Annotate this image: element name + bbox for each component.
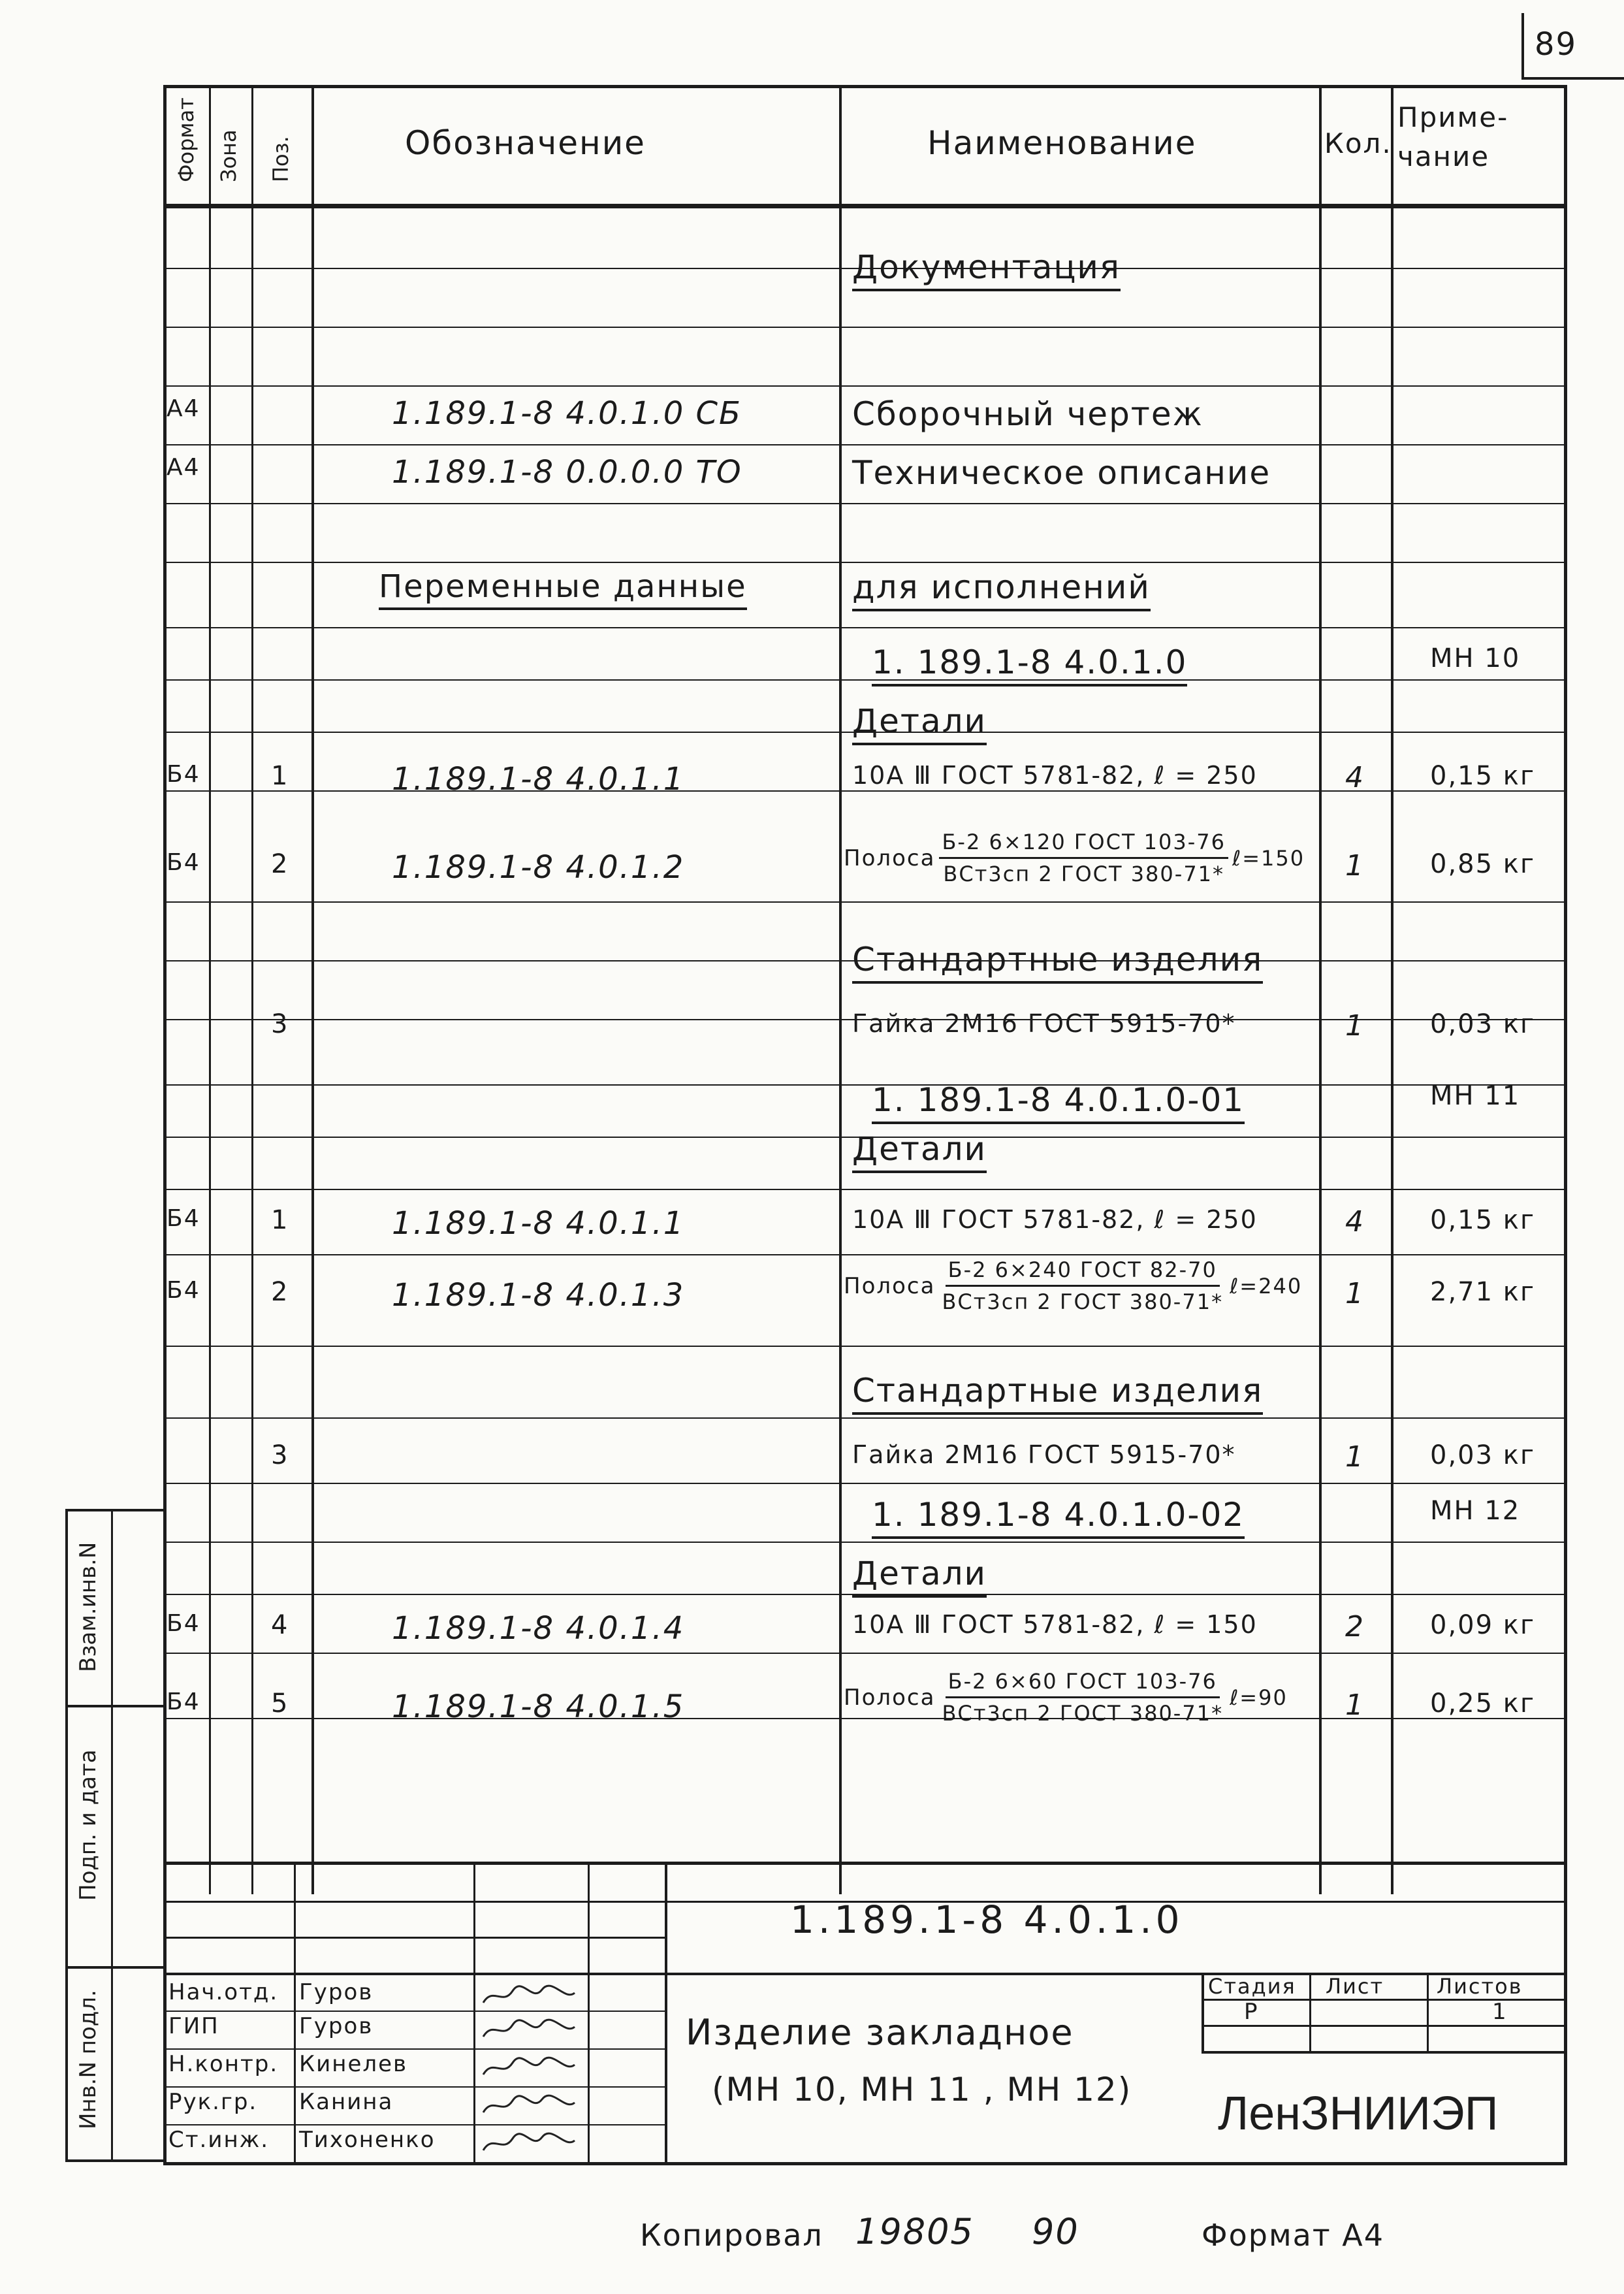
row-format: Б4: [167, 1205, 200, 1232]
copied-label: Копировал: [640, 2218, 823, 2253]
row-line: [163, 503, 1567, 504]
row-qty: 1: [1345, 1440, 1365, 1474]
header-qty: Кол.: [1324, 127, 1392, 159]
header-designation: Обозначение: [405, 124, 646, 162]
row-designation: 1.189.1-8 4.0.1.1: [392, 1205, 685, 1242]
row-designation: Переменные данные: [379, 568, 747, 610]
row-name: 10А Ⅲ ГОСТ 5781-82, ℓ = 250: [852, 1205, 1258, 1234]
signer-role: Н.контр.: [168, 2051, 279, 2077]
sheets-value: 1: [1492, 1999, 1508, 2025]
stage-label: Стадия: [1208, 1974, 1296, 1999]
row-line: [163, 1084, 1567, 1086]
row-line: [163, 679, 1567, 681]
row-line: [163, 1346, 1567, 1347]
signer-name: Гуров: [299, 1979, 374, 2005]
row-designation: 1.189.1-8 4.0.1.4: [392, 1610, 685, 1647]
row-pos: 2: [271, 849, 289, 879]
header-format: Формат: [174, 97, 199, 182]
strip-length: ℓ=90: [1230, 1685, 1288, 1710]
row-qty: 4: [1345, 1205, 1365, 1238]
row-format: А4: [167, 454, 200, 481]
strip-spec-numerator: Б-2 6×60 ГОСТ 103-76: [946, 1669, 1220, 1698]
row-note: 0,15 кг: [1430, 761, 1535, 791]
row-pos: 3: [271, 1009, 289, 1039]
row-designation: 1.189.1-8 4.0.1.5: [392, 1688, 685, 1725]
row-pos: 4: [271, 1610, 289, 1640]
strip-label: Полоса: [844, 1684, 936, 1711]
row-line: [163, 901, 1567, 903]
row-name: 1. 189.1-8 4.0.1.0: [872, 643, 1187, 687]
row-pos: 1: [271, 1205, 289, 1235]
row-name: Стандартные изделия: [852, 941, 1263, 984]
strip-spec: [939, 830, 1228, 886]
signer-role: Рук.гр.: [168, 2089, 258, 2115]
row-designation: 1.189.1-8 0.0.0.0 ТО: [392, 454, 742, 491]
signer-role: Нач.отд.: [168, 1979, 279, 2005]
copied-num: 19805: [855, 2211, 974, 2252]
signature-scribble: [480, 2055, 578, 2081]
header-pos: Поз.: [268, 136, 293, 182]
row-pos: 1: [271, 761, 289, 791]
row-line: [163, 1483, 1567, 1484]
row-qty: 1: [1345, 849, 1365, 882]
strip-spec-numerator: Б-2 6×240 ГОСТ 82-70: [946, 1257, 1220, 1287]
side-podp-data: Подп. и дата: [75, 1749, 101, 1901]
row-designation: 1.189.1-8 4.0.1.1: [392, 761, 685, 798]
row-name: 1. 189.1-8 4.0.1.0-02: [872, 1496, 1245, 1539]
row-name: 1. 189.1-8 4.0.1.0-01: [872, 1081, 1245, 1124]
row-format: Б4: [167, 1610, 200, 1637]
strip-spec: [939, 1257, 1226, 1314]
strip-spec-numerator: Б-2 6×120 ГОСТ 103-76: [939, 830, 1228, 859]
title-line2: (МН 10, МН 11 , МН 12): [712, 2071, 1132, 2108]
row-line: [163, 1417, 1567, 1419]
row-line: [163, 444, 1567, 445]
sheet-label: Лист: [1326, 1974, 1384, 1999]
side-inv-podl: Инв.N подл.: [75, 1990, 101, 2129]
row-qty: 1: [1345, 1688, 1365, 1722]
signature-scribble: [480, 1983, 578, 2009]
signer-role: ГИП: [168, 2013, 219, 2039]
row-qty: 2: [1345, 1610, 1365, 1643]
copied-num2: 90: [1032, 2211, 1079, 2252]
row-name: 10А Ⅲ ГОСТ 5781-82, ℓ = 250: [852, 761, 1258, 790]
row-name: Гайка 2М16 ГОСТ 5915-70*: [852, 1009, 1236, 1038]
row-note: МН 10: [1430, 643, 1521, 673]
row-line: [163, 627, 1567, 628]
signature-scribble: [480, 2017, 578, 2043]
row-line: [163, 1542, 1567, 1543]
row-name: Стандартные изделия: [852, 1372, 1263, 1415]
row-name: Сборочный чертеж: [852, 395, 1203, 433]
header-zone: Зона: [216, 129, 241, 182]
strip-spec-denominator: ВСт3сп 2 ГОСТ 380-71*: [942, 1289, 1224, 1314]
row-qty: 4: [1345, 761, 1365, 794]
org-logo: ЛенЗНИИЭП: [1218, 2088, 1499, 2140]
row-note: 0,25 кг: [1430, 1688, 1535, 1719]
page-number: 89: [1535, 26, 1578, 63]
row-qty: 1: [1345, 1277, 1365, 1310]
row-name-fraction: [844, 1257, 1302, 1314]
header-name: Наименование: [927, 124, 1197, 162]
row-line: [163, 385, 1567, 387]
row-designation: 1.189.1-8 4.0.1.3: [392, 1277, 685, 1314]
signer-name: Тихоненко: [299, 2127, 436, 2153]
stage-value: Р: [1244, 1999, 1259, 2025]
row-note: 0,03 кг: [1430, 1009, 1535, 1039]
row-line: [163, 562, 1567, 563]
row-name: Детали: [852, 1555, 987, 1598]
strip-spec: [939, 1669, 1226, 1726]
row-note: МН 12: [1430, 1496, 1521, 1526]
strip-length: ℓ=240: [1230, 1273, 1303, 1299]
signer-name: Канина: [299, 2089, 394, 2115]
row-format: Б4: [167, 1688, 200, 1715]
side-vzam-inv: Взам.инв.N: [75, 1542, 101, 1672]
strip-spec-denominator: ВСт3сп 2 ГОСТ 380-71*: [943, 862, 1225, 886]
row-note: 0,03 кг: [1430, 1440, 1535, 1470]
row-designation: 1.189.1-8 4.0.1.2: [392, 849, 685, 886]
row-format: Б4: [167, 1277, 200, 1304]
signer-name: Кинелев: [299, 2051, 408, 2077]
row-line: [163, 1189, 1567, 1190]
signature-scribble: [480, 2131, 578, 2157]
row-name: Техническое описание: [852, 454, 1271, 492]
signer-role: Ст.инж.: [168, 2127, 270, 2153]
row-note: 0,15 кг: [1430, 1205, 1535, 1235]
row-format: Б4: [167, 849, 200, 876]
strip-label: Полоса: [844, 1272, 936, 1299]
signer-name: Гуров: [299, 2013, 374, 2039]
row-name: 10А Ⅲ ГОСТ 5781-82, ℓ = 150: [852, 1610, 1258, 1639]
row-pos: 3: [271, 1440, 289, 1470]
row-pos: 2: [271, 1277, 289, 1307]
row-name: Документация: [852, 248, 1121, 291]
title-line1: Изделие закладное: [686, 2012, 1074, 2053]
row-line: [163, 327, 1567, 328]
row-name-fraction: [844, 1669, 1288, 1726]
row-note: 0,09 кг: [1430, 1610, 1535, 1640]
row-name: Детали: [852, 702, 987, 745]
row-note: 2,71 кг: [1430, 1277, 1535, 1307]
row-name: Детали: [852, 1130, 987, 1173]
row-line: [163, 207, 1567, 208]
signature-scribble: [480, 2093, 578, 2119]
row-note: МН 11: [1430, 1081, 1521, 1111]
row-pos: 5: [271, 1688, 289, 1719]
sheets-label: Листов: [1437, 1974, 1523, 1999]
strip-spec-denominator: ВСт3сп 2 ГОСТ 380-71*: [942, 1701, 1224, 1726]
row-format: А4: [167, 395, 200, 422]
strip-length: ℓ=150: [1232, 845, 1305, 871]
row-qty: 1: [1345, 1009, 1365, 1042]
row-name-fraction: [844, 830, 1305, 886]
row-line: [163, 1653, 1567, 1654]
header-note: Приме- чание: [1397, 101, 1509, 172]
row-line: [163, 1254, 1567, 1255]
row-format: Б4: [167, 761, 200, 788]
doc-code: 1.189.1-8 4.0.1.0: [790, 1898, 1184, 1942]
strip-label: Полоса: [844, 845, 936, 871]
row-note: 0,85 кг: [1430, 849, 1535, 879]
row-designation: 1.189.1-8 4.0.1.0 СБ: [392, 395, 742, 432]
row-name: для исполнений: [852, 568, 1151, 611]
row-name: Гайка 2М16 ГОСТ 5915-70*: [852, 1440, 1236, 1469]
format-label: Формат А4: [1202, 2218, 1384, 2253]
